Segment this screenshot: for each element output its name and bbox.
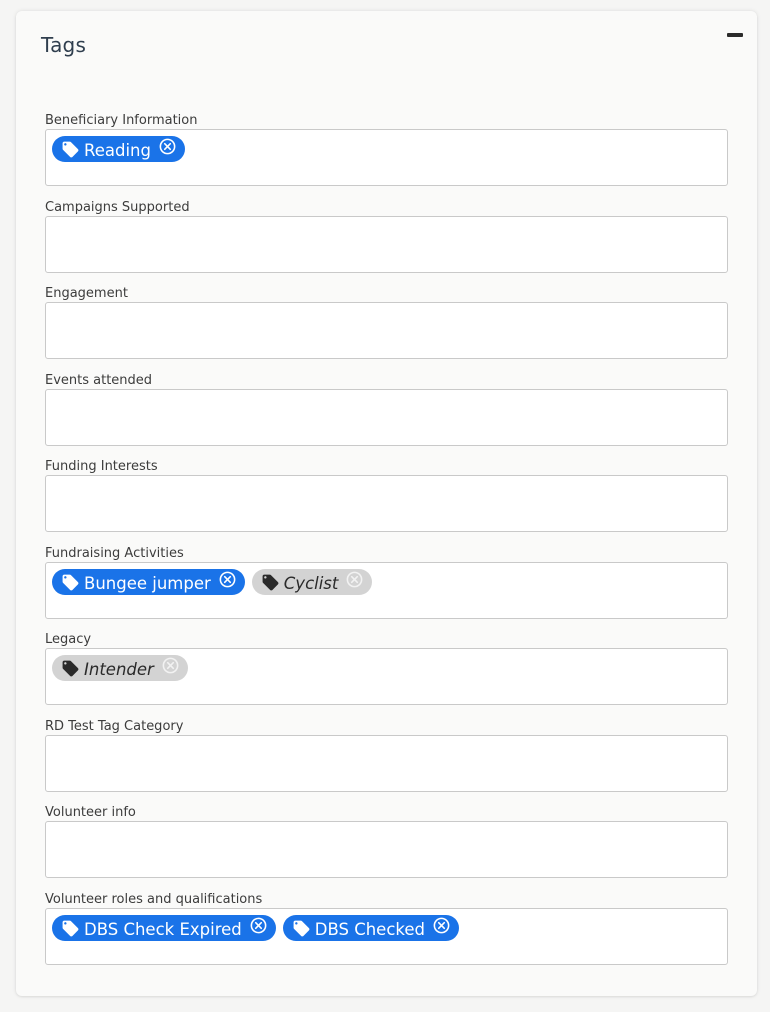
tags-panel (16, 11, 757, 996)
remove-circle-icon[interactable] (161, 656, 180, 675)
tag-icon (61, 573, 80, 592)
tag-input-box[interactable] (45, 389, 728, 446)
tag-field (45, 804, 728, 878)
remove-circle-icon[interactable] (345, 570, 364, 589)
tag-field (45, 458, 728, 532)
tag-input-box[interactable] (45, 129, 728, 186)
tag-field (45, 718, 728, 792)
tag-input-box[interactable] (45, 302, 728, 359)
field-label: Volunteer info (45, 805, 136, 820)
tag-chip[interactable] (283, 915, 459, 941)
field-label: Beneficiary Information (45, 113, 198, 128)
tag-field (45, 545, 728, 619)
tag-field (45, 891, 728, 965)
tag-label: Bungee jumper (84, 573, 211, 593)
tag-chip[interactable] (52, 915, 276, 941)
tag-icon (61, 659, 80, 678)
field-label: RD Test Tag Category (45, 719, 184, 734)
tag-field (45, 372, 728, 446)
tag-label: Reading (84, 140, 151, 160)
field-label: Legacy (45, 632, 92, 647)
collapse-minus-icon[interactable] (727, 33, 743, 37)
tag-chip[interactable] (52, 655, 188, 681)
tag-input-box[interactable] (45, 475, 728, 532)
tag-chip[interactable] (252, 569, 373, 595)
tag-label: Intender (84, 659, 154, 679)
tag-label: DBS Check Expired (84, 919, 242, 939)
field-label: Engagement (45, 286, 128, 301)
tag-icon (292, 919, 311, 938)
field-label: Volunteer roles and qualifications (45, 892, 263, 907)
remove-circle-icon[interactable] (432, 916, 451, 935)
tag-field (45, 631, 728, 705)
field-label: Fundraising Activities (45, 546, 184, 561)
field-label: Campaigns Supported (45, 200, 190, 215)
field-label: Funding Interests (45, 459, 158, 474)
tag-icon (261, 573, 280, 592)
tag-chip[interactable] (52, 569, 245, 595)
tag-chip[interactable] (52, 136, 185, 162)
tag-icon (61, 919, 80, 938)
tag-icon (61, 140, 80, 159)
tag-input-box[interactable] (45, 562, 728, 619)
tag-label: DBS Checked (314, 919, 425, 939)
tag-input-box[interactable] (45, 648, 728, 705)
tag-input-box[interactable] (45, 735, 728, 792)
tag-field (45, 199, 728, 273)
tag-field (45, 112, 728, 186)
remove-circle-icon[interactable] (249, 916, 268, 935)
tag-field (45, 285, 728, 359)
remove-circle-icon[interactable] (158, 137, 177, 156)
field-label: Events attended (45, 373, 153, 388)
panel-title: Tags (41, 33, 87, 57)
tag-label: Cyclist (283, 573, 339, 593)
tag-input-box[interactable] (45, 216, 728, 273)
tag-input-box[interactable] (45, 908, 728, 965)
tag-input-box[interactable] (45, 821, 728, 878)
remove-circle-icon[interactable] (218, 570, 237, 589)
